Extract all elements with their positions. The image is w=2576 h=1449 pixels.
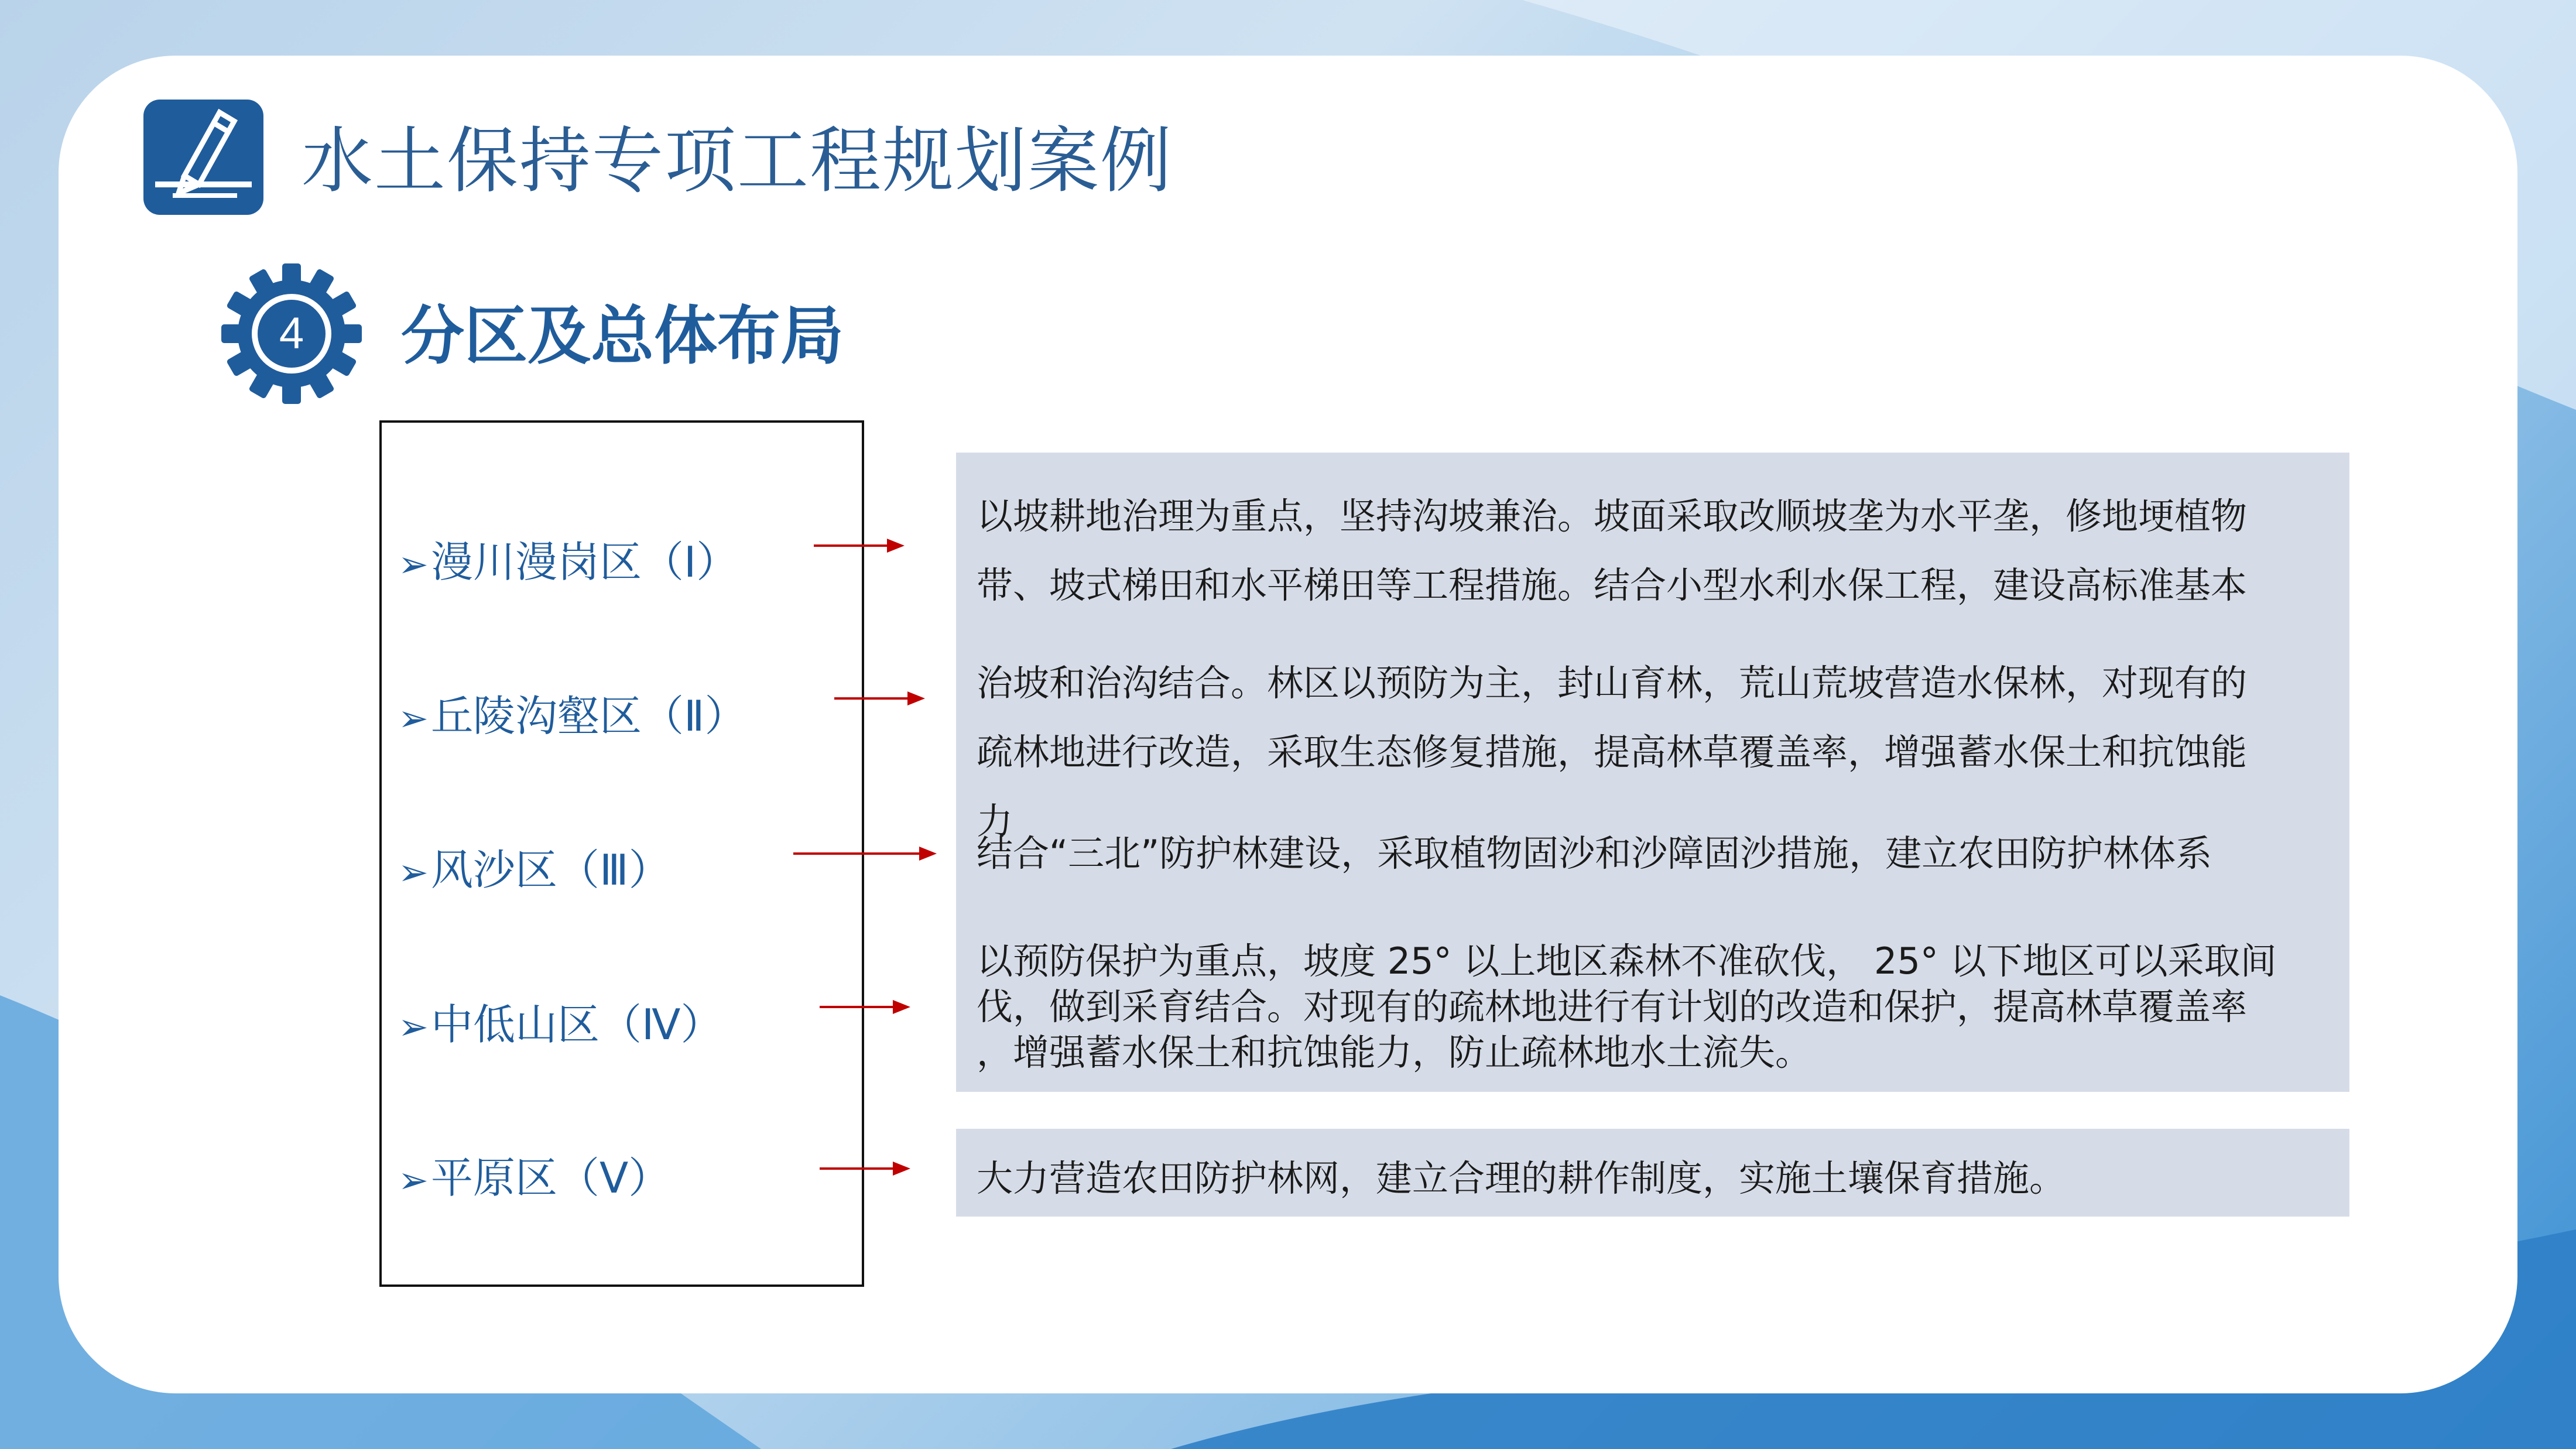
- zone-label: 漫川漫岗区（Ⅰ）: [431, 537, 739, 587]
- zone-label: 丘陵沟壑区（Ⅱ）: [431, 691, 747, 741]
- zone-label: 平原区（Ⅴ）: [431, 1153, 671, 1203]
- zone-item-1: [398, 527, 738, 597]
- page-title: 水土保持专项工程规划案例: [302, 119, 1173, 203]
- zone-2-description: 治坡和治沟结合。林区以预防为主，封山育林，荒山荒坡营造水保林，对现有的 疏林地进行改造，采取生态修复措施，提高林草覆盖率，增强蓄水保土和抗蚀能 力: [977, 662, 2248, 842]
- zone-5-description: 大力营造农田防护林网，建立合理的耕作制度，实施土壤保育措施。: [977, 1157, 2066, 1200]
- zone-item-2: [398, 681, 746, 751]
- zone-1-description: 以坡耕地治理为重点，坚持沟坡兼治。坡面采取改顺坡垄为水平垄，修地埂植物 带、坡式梯田和水平梯田等工程措施。结合小型水利水保工程，建设高标准基本: [977, 495, 2248, 607]
- pencil-document-icon: [143, 100, 263, 215]
- section-title: 分区及总体布局: [401, 300, 844, 373]
- arrow-bullet-icon: ➢: [398, 1159, 429, 1201]
- arrow-bullet-icon: ➢: [398, 697, 429, 739]
- zone-label: 中低山区（Ⅳ）: [431, 1000, 723, 1049]
- zone-item-3: [398, 835, 671, 905]
- arrow-bullet-icon: ➢: [398, 543, 429, 585]
- arrow-bullet-icon: ➢: [398, 851, 429, 893]
- zone-item-4: [398, 989, 722, 1060]
- zone-label: 风沙区（Ⅲ）: [431, 845, 671, 895]
- description-panel-plain: [956, 1129, 2349, 1217]
- zone-3-description: 结合“三北”防护林建设，采取植物固沙和沙障固沙措施，建立农田防护林体系: [977, 832, 2212, 875]
- zone-4-description: 以预防保护为重点，坡度 25° 以上地区森林不准砍伐， 25° 以下地区可以采取间 伐，做到采育结合。对现有的疏林地进行有计划的改造和保护，提高林草覆盖率 ，增强蓄水保土和抗蚀能力，防止疏林地水土流失。: [977, 940, 2277, 1074]
- section-number: 4: [279, 309, 304, 358]
- zone-item-5: [398, 1143, 670, 1213]
- arrow-bullet-icon: ➢: [398, 1005, 429, 1048]
- description-panel-main: [956, 453, 2349, 1092]
